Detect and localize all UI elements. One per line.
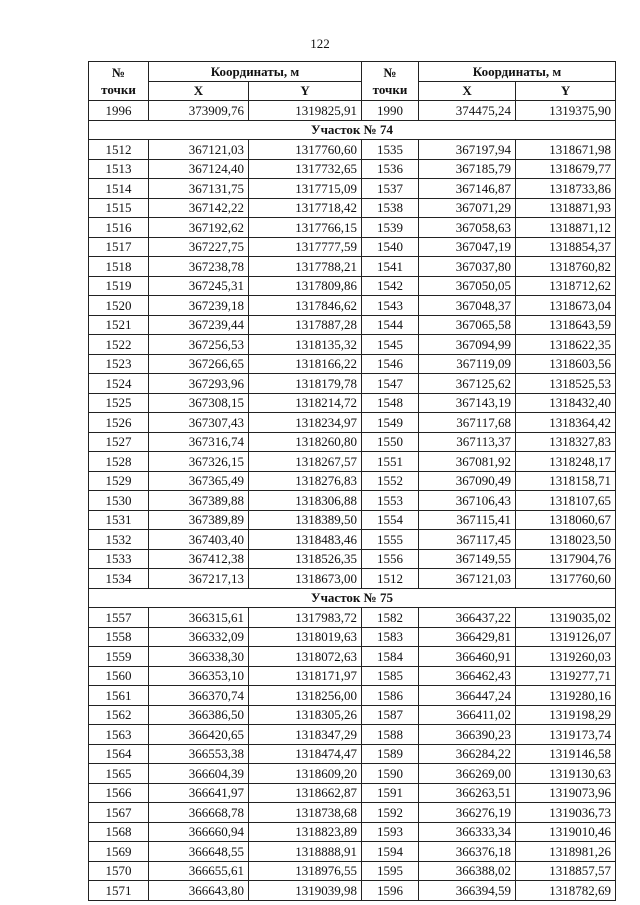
table-row [89, 354, 616, 374]
point-number: 1562 [89, 705, 149, 725]
x-value: 367403,40 [149, 530, 249, 550]
point-number: 1589 [362, 744, 419, 764]
point-number: 1582 [362, 608, 419, 628]
y-value: 1319035,02 [516, 608, 616, 628]
point-number: 1592 [362, 803, 419, 823]
point-number: 1522 [89, 335, 149, 355]
x-header-left: X [149, 81, 249, 101]
y-value: 1317777,59 [249, 237, 362, 257]
point-number: 1571 [89, 881, 149, 901]
x-value: 367094,99 [419, 335, 516, 355]
point-number: 1543 [362, 296, 419, 316]
point-number: 1537 [362, 179, 419, 199]
point-number: 1538 [362, 198, 419, 218]
point-number: 1518 [89, 257, 149, 277]
x-value: 366460,91 [419, 647, 516, 667]
x-value: 366655,61 [149, 861, 249, 881]
point-number: 1554 [362, 510, 419, 530]
y-value: 1318267,57 [249, 452, 362, 472]
table-row [89, 705, 616, 725]
no-symbol: № [111, 65, 126, 80]
y-value: 1318603,56 [516, 354, 616, 374]
x-value: 366641,97 [149, 783, 249, 803]
x-value: 367245,31 [149, 276, 249, 296]
point-number: 1552 [362, 471, 419, 491]
y-value: 1318107,65 [516, 491, 616, 511]
x-value: 367090,49 [419, 471, 516, 491]
table-row [89, 549, 616, 569]
point-number: 1564 [89, 744, 149, 764]
y-value: 1318347,29 [249, 725, 362, 745]
point-number: 1560 [89, 666, 149, 686]
y-value: 1318981,26 [516, 842, 616, 862]
table-row [89, 296, 616, 316]
table-row [89, 276, 616, 296]
x-value: 366276,19 [419, 803, 516, 823]
y-value: 1319260,03 [516, 647, 616, 667]
y-value: 1318782,69 [516, 881, 616, 901]
x-value: 366394,59 [419, 881, 516, 901]
y-value: 1318474,47 [249, 744, 362, 764]
point-number: 1528 [89, 452, 149, 472]
y-value: 1318733,86 [516, 179, 616, 199]
x-value: 367197,94 [419, 140, 516, 160]
y-value: 1318179,78 [249, 374, 362, 394]
point-number: 1547 [362, 374, 419, 394]
point-number: 1512 [362, 569, 419, 589]
x-value: 366370,74 [149, 686, 249, 706]
y-value: 1318643,59 [516, 315, 616, 335]
x-value: 367037,80 [419, 257, 516, 277]
point-number: 1541 [362, 257, 419, 277]
point-number: 1996 [89, 101, 149, 121]
x-value: 367071,29 [419, 198, 516, 218]
y-value: 1319173,74 [516, 725, 616, 745]
point-number: 1557 [89, 608, 149, 628]
table-row [89, 530, 616, 550]
y-value: 1318609,20 [249, 764, 362, 784]
y-value: 1318306,88 [249, 491, 362, 511]
table-header [89, 62, 616, 101]
x-value: 366462,43 [419, 666, 516, 686]
table-body [89, 101, 616, 901]
x-value: 366648,55 [149, 842, 249, 862]
x-value: 366420,65 [149, 725, 249, 745]
x-value: 367239,44 [149, 315, 249, 335]
x-value: 367239,18 [149, 296, 249, 316]
table-row [89, 393, 616, 413]
no-word: точки [101, 82, 136, 97]
table-row [89, 510, 616, 530]
y-value: 1317983,72 [249, 608, 362, 628]
section-title-row [89, 588, 616, 608]
y-value: 1318823,89 [249, 822, 362, 842]
point-number: 1545 [362, 335, 419, 355]
table-row [89, 237, 616, 257]
point-number: 1526 [89, 413, 149, 433]
x-value: 366338,30 [149, 647, 249, 667]
point-number-header-left [89, 62, 149, 101]
point-number: 1542 [362, 276, 419, 296]
y-value: 1318023,50 [516, 530, 616, 550]
y-value: 1318671,98 [516, 140, 616, 160]
y-value: 1318171,97 [249, 666, 362, 686]
y-value: 1318364,42 [516, 413, 616, 433]
x-value: 367113,37 [419, 432, 516, 452]
x-value: 367121,03 [419, 569, 516, 589]
y-value: 1319010,46 [516, 822, 616, 842]
table-row [89, 686, 616, 706]
y-value: 1318483,46 [249, 530, 362, 550]
section-title-row [89, 120, 616, 140]
y-value: 1319130,63 [516, 764, 616, 784]
point-number: 1590 [362, 764, 419, 784]
x-value: 367065,58 [419, 315, 516, 335]
x-value: 367047,19 [419, 237, 516, 257]
y-value: 1319198,29 [516, 705, 616, 725]
point-number: 1544 [362, 315, 419, 335]
y-value: 1317887,28 [249, 315, 362, 335]
coords-header-left: Координаты, м [149, 62, 362, 82]
x-value: 366376,18 [419, 842, 516, 862]
point-number: 1520 [89, 296, 149, 316]
y-value: 1317809,86 [249, 276, 362, 296]
x-value: 366269,00 [419, 764, 516, 784]
y-value: 1318166,22 [249, 354, 362, 374]
point-number: 1569 [89, 842, 149, 862]
y-value: 1319280,16 [516, 686, 616, 706]
point-number: 1583 [362, 627, 419, 647]
y-value: 1318888,91 [249, 842, 362, 862]
point-number: 1586 [362, 686, 419, 706]
point-number: 1551 [362, 452, 419, 472]
point-number: 1519 [89, 276, 149, 296]
point-number: 1529 [89, 471, 149, 491]
point-number: 1539 [362, 218, 419, 238]
point-number: 1565 [89, 764, 149, 784]
point-number: 1516 [89, 218, 149, 238]
x-value: 367106,43 [419, 491, 516, 511]
y-header-right: Y [516, 81, 616, 101]
table-row [89, 627, 616, 647]
y-value: 1318871,12 [516, 218, 616, 238]
point-number: 1556 [362, 549, 419, 569]
y-value: 1318135,32 [249, 335, 362, 355]
x-value: 367185,79 [419, 159, 516, 179]
y-value: 1319825,91 [249, 101, 362, 121]
point-number: 1550 [362, 432, 419, 452]
x-value: 367365,49 [149, 471, 249, 491]
x-value: 367256,53 [149, 335, 249, 355]
no-word: точки [372, 82, 408, 97]
y-value: 1318738,68 [249, 803, 362, 823]
x-value: 366660,94 [149, 822, 249, 842]
point-number: 1566 [89, 783, 149, 803]
table-row [89, 159, 616, 179]
page-number: 122 [310, 36, 330, 51]
point-number: 1534 [89, 569, 149, 589]
y-value: 1317760,60 [249, 140, 362, 160]
y-value: 1318060,67 [516, 510, 616, 530]
point-number: 1594 [362, 842, 419, 862]
x-value: 367238,78 [149, 257, 249, 277]
point-number: 1587 [362, 705, 419, 725]
x-value: 367125,62 [419, 374, 516, 394]
point-number: 1535 [362, 140, 419, 160]
table-row [89, 803, 616, 823]
point-number: 1524 [89, 374, 149, 394]
x-value: 366643,80 [149, 881, 249, 901]
y-value: 1319126,07 [516, 627, 616, 647]
x-value: 366332,09 [149, 627, 249, 647]
x-value: 367227,75 [149, 237, 249, 257]
x-value: 367115,41 [419, 510, 516, 530]
x-value: 367192,62 [149, 218, 249, 238]
point-number: 1555 [362, 530, 419, 550]
coordinates-table [88, 61, 616, 901]
y-value: 1318622,35 [516, 335, 616, 355]
point-number: 1588 [362, 725, 419, 745]
x-value: 367124,40 [149, 159, 249, 179]
x-value: 366411,02 [419, 705, 516, 725]
table-row [89, 315, 616, 335]
x-value: 366263,51 [419, 783, 516, 803]
x-value: 366553,38 [149, 744, 249, 764]
y-value: 1318854,37 [516, 237, 616, 257]
point-number: 1514 [89, 179, 149, 199]
point-number: 1546 [362, 354, 419, 374]
x-value: 367217,13 [149, 569, 249, 589]
table-row [89, 491, 616, 511]
x-value: 367119,09 [419, 354, 516, 374]
table-row [89, 608, 616, 628]
y-value: 1318260,80 [249, 432, 362, 452]
x-value: 366390,23 [419, 725, 516, 745]
x-value: 366429,81 [419, 627, 516, 647]
y-value: 1318214,72 [249, 393, 362, 413]
table-row [89, 374, 616, 394]
x-value: 367117,45 [419, 530, 516, 550]
y-value: 1319277,71 [516, 666, 616, 686]
x-value: 367143,19 [419, 393, 516, 413]
x-value: 366386,50 [149, 705, 249, 725]
x-value: 367050,05 [419, 276, 516, 296]
x-value: 367142,22 [149, 198, 249, 218]
table-row [89, 783, 616, 803]
x-value: 367316,74 [149, 432, 249, 452]
y-value: 1318256,00 [249, 686, 362, 706]
table-row [89, 666, 616, 686]
x-value: 367389,89 [149, 510, 249, 530]
point-number: 1521 [89, 315, 149, 335]
x-value: 367293,96 [149, 374, 249, 394]
y-value: 1318072,63 [249, 647, 362, 667]
point-number: 1517 [89, 237, 149, 257]
point-number: 1525 [89, 393, 149, 413]
x-header-right: X [419, 81, 516, 101]
x-value: 367307,43 [149, 413, 249, 433]
x-value: 367131,75 [149, 179, 249, 199]
x-value: 366437,22 [419, 608, 516, 628]
x-value: 366333,34 [419, 822, 516, 842]
point-number: 1523 [89, 354, 149, 374]
x-value: 366284,22 [419, 744, 516, 764]
point-number: 1585 [362, 666, 419, 686]
y-value: 1317766,15 [249, 218, 362, 238]
point-number: 1540 [362, 237, 419, 257]
x-value: 366604,39 [149, 764, 249, 784]
section-title: Участок № 74 [89, 120, 616, 140]
y-value: 1317732,65 [249, 159, 362, 179]
point-number: 1527 [89, 432, 149, 452]
table-row [89, 764, 616, 784]
y-value: 1319036,73 [516, 803, 616, 823]
point-number: 1568 [89, 822, 149, 842]
table-row [89, 140, 616, 160]
table-row [89, 413, 616, 433]
table-row [89, 822, 616, 842]
x-value: 367058,63 [419, 218, 516, 238]
table-row [89, 218, 616, 238]
y-value: 1317715,09 [249, 179, 362, 199]
x-value: 367308,15 [149, 393, 249, 413]
table-row [89, 432, 616, 452]
table-row [89, 881, 616, 901]
y-value: 1317788,21 [249, 257, 362, 277]
point-number: 1536 [362, 159, 419, 179]
point-number: 1512 [89, 140, 149, 160]
x-value: 367146,87 [419, 179, 516, 199]
table-row [89, 861, 616, 881]
point-number: 1530 [89, 491, 149, 511]
y-value: 1318526,35 [249, 549, 362, 569]
point-number: 1570 [89, 861, 149, 881]
point-number: 1558 [89, 627, 149, 647]
x-value: 367048,37 [419, 296, 516, 316]
y-value: 1318276,83 [249, 471, 362, 491]
table-row [89, 569, 616, 589]
point-number: 1591 [362, 783, 419, 803]
point-number: 1532 [89, 530, 149, 550]
table-row [89, 101, 616, 121]
y-value: 1319039,98 [249, 881, 362, 901]
x-value: 366388,02 [419, 861, 516, 881]
y-value: 1318712,62 [516, 276, 616, 296]
y-value: 1318662,87 [249, 783, 362, 803]
table-row [89, 198, 616, 218]
y-header-left: Y [249, 81, 362, 101]
point-number: 1990 [362, 101, 419, 121]
y-value: 1318158,71 [516, 471, 616, 491]
point-number: 1584 [362, 647, 419, 667]
x-value: 374475,24 [419, 101, 516, 121]
x-value: 373909,76 [149, 101, 249, 121]
table-row [89, 335, 616, 355]
point-number: 1593 [362, 822, 419, 842]
x-value: 367412,38 [149, 549, 249, 569]
x-value: 367266,65 [149, 354, 249, 374]
y-value: 1318673,04 [516, 296, 616, 316]
point-number: 1559 [89, 647, 149, 667]
y-value: 1318389,50 [249, 510, 362, 530]
y-value: 1317904,76 [516, 549, 616, 569]
table-row [89, 725, 616, 745]
point-number: 1533 [89, 549, 149, 569]
table-row [89, 179, 616, 199]
y-value: 1318432,40 [516, 393, 616, 413]
point-number: 1567 [89, 803, 149, 823]
table-row [89, 647, 616, 667]
y-value: 1318857,57 [516, 861, 616, 881]
no-symbol: № [383, 65, 397, 80]
point-number: 1563 [89, 725, 149, 745]
x-value: 366668,78 [149, 803, 249, 823]
point-number: 1596 [362, 881, 419, 901]
y-value: 1318305,26 [249, 705, 362, 725]
y-value: 1318679,77 [516, 159, 616, 179]
section-title: Участок № 75 [89, 588, 616, 608]
table-row [89, 471, 616, 491]
y-value: 1318673,00 [249, 569, 362, 589]
table-row [89, 452, 616, 472]
table-row [89, 744, 616, 764]
x-value: 366315,61 [149, 608, 249, 628]
y-value: 1319146,58 [516, 744, 616, 764]
y-value: 1317846,62 [249, 296, 362, 316]
y-value: 1319073,96 [516, 783, 616, 803]
y-value: 1318525,53 [516, 374, 616, 394]
y-value: 1318760,82 [516, 257, 616, 277]
x-value: 367121,03 [149, 140, 249, 160]
point-number: 1561 [89, 686, 149, 706]
point-number: 1595 [362, 861, 419, 881]
point-number: 1549 [362, 413, 419, 433]
y-value: 1317760,60 [516, 569, 616, 589]
x-value: 367117,68 [419, 413, 516, 433]
y-value: 1319375,90 [516, 101, 616, 121]
point-number-header-right [362, 62, 419, 101]
point-number: 1553 [362, 491, 419, 511]
x-value: 367326,15 [149, 452, 249, 472]
point-number: 1531 [89, 510, 149, 530]
x-value: 367081,92 [419, 452, 516, 472]
y-value: 1318871,93 [516, 198, 616, 218]
x-value: 366353,10 [149, 666, 249, 686]
y-value: 1318234,97 [249, 413, 362, 433]
table-row [89, 842, 616, 862]
y-value: 1318327,83 [516, 432, 616, 452]
y-value: 1318248,17 [516, 452, 616, 472]
point-number: 1548 [362, 393, 419, 413]
y-value: 1318019,63 [249, 627, 362, 647]
x-value: 367149,55 [419, 549, 516, 569]
point-number: 1515 [89, 198, 149, 218]
x-value: 367389,88 [149, 491, 249, 511]
y-value: 1317718,42 [249, 198, 362, 218]
coords-header-right: Координаты, м [419, 62, 616, 82]
table-row [89, 257, 616, 277]
y-value: 1318976,55 [249, 861, 362, 881]
point-number: 1513 [89, 159, 149, 179]
x-value: 366447,24 [419, 686, 516, 706]
